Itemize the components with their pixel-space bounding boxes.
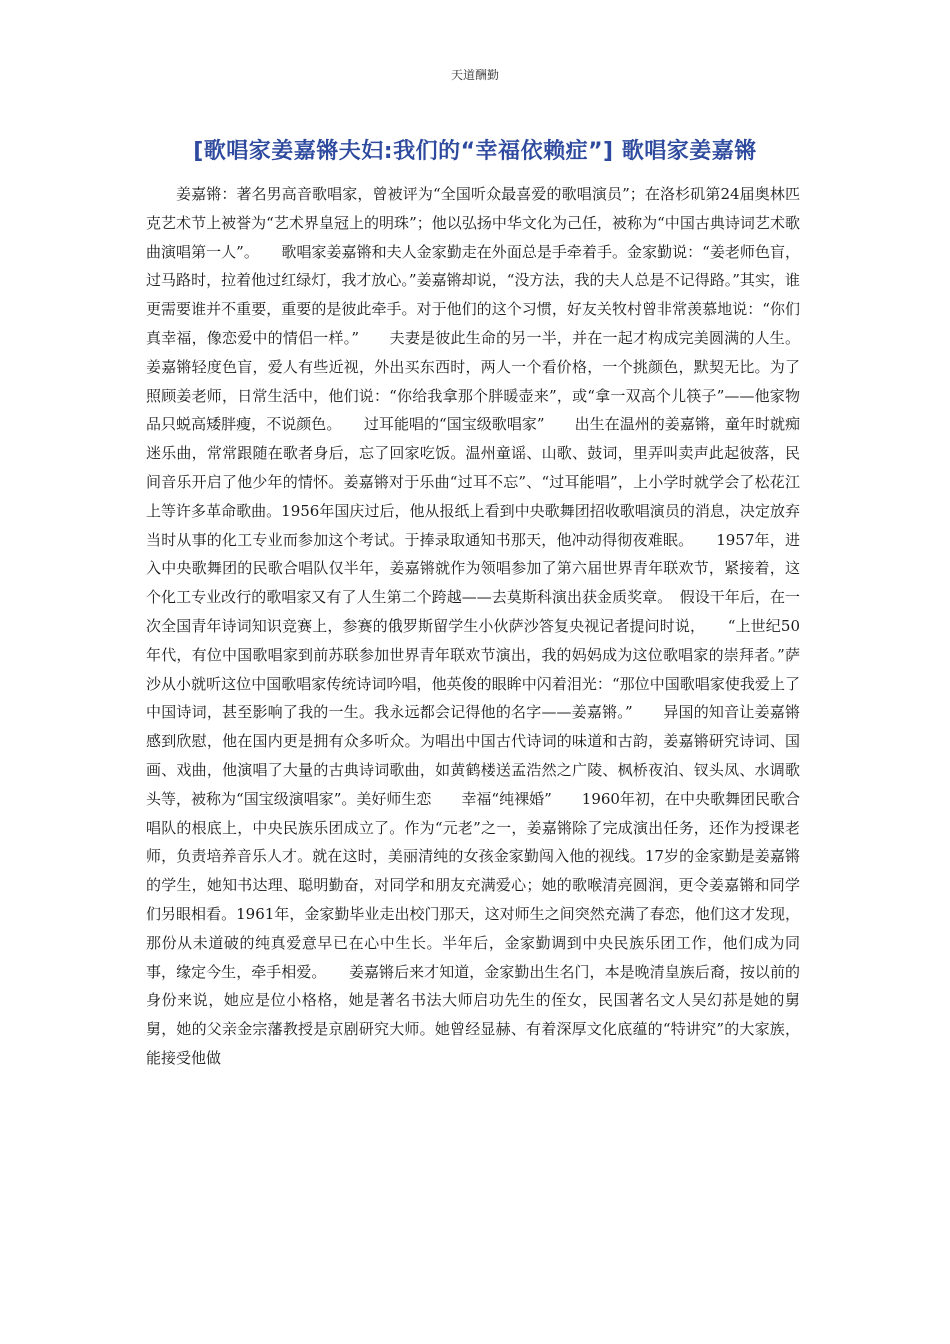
page-header: 天道酬勤 — [450, 68, 499, 82]
article-title: [歌唱家姜嘉锵夫妇:我们的“幸福依赖症”] 歌唱家姜嘉锵 — [193, 139, 757, 164]
article-body: 姜嘉锵：著名男高音歌唱家，曾被评为“全国听众最喜爱的歌唱演员”；在洛杉矶第24届奥林匹克艺术节上被誉为“艺术界皇冠上的明珠”；他以弘扬中华文化为己任，被称为“中国古典诗词艺术歌曲演唱第一人”。 歌唱家姜嘉锵和夫人金家勤走在外面总是手牵着手。金家勤说：“姜老师色盲，过马路时，拉着他过红绿灯，我才放心。”姜嘉锵却说，“没方法，我的夫人总是不记得路。”其实，谁更需要谁并不重要，重要的是彼此牵手。对于他们的这个习惯，好友关牧村曾非常羡慕地说：“你们真幸福，像恋爱中的情侣一样。” 夫妻是彼此生命的另一半，并在一起才构成完美圆满的人生。姜嘉锵轻度色盲，爱人有些近视，外出买东西时，两人一个看价格，一个挑颜色，默契无比。为了照顾姜老师，日常生活中，他们说：“你给我拿那个胖暖壶来”，或“拿一双高个儿筷子”——他家物品只蜕高矮胖瘦，不说颜色。 过耳能唱的“国宝级歌唱家” 出生在温州的姜嘉锵，童年时就痴迷乐曲，常常跟随在歌者身后，忘了回家吃饭。温州童谣、山歌、鼓词，里弄叫卖声此起彼落，民间音乐开启了他少年的情怀。姜嘉锵对于乐曲“过耳不忘”、“过耳能唱”，上小学时就学会了松花江上等许多革命歌曲。1956年国庆过后，他从报纸上看到中央歌舞团招收歌唱演员的消息，决定放弃当时从事的化工专业而参加这个考试。于捧录取通知书那天，他冲动得彻夜难眠。 1957年，进入中央歌舞团的民歌合唱队仅半年，姜嘉锵就作为领唱参加了第六届世界青年联欢节，紧接着，这个化工专业改行的歌唱家又有了人生第二个跨越——去莫斯科演出获金质奖章。 假设干年后，在一次全国青年诗词知识竞赛上，参赛的俄罗斯留学生小伙萨沙答复央视记者提问时说， “上世纪50年代，有位中国歌唱家到前苏联参加世界青年联欢节演出，我的妈妈成为这位歌唱家的崇拜者。”萨沙从小就听这位中国歌唱家传统诗词吟唱，他英俊的眼眸中闪着泪光：“那位中国歌唱家使我爱上了中国诗词，甚至影响了我的一生。我永远都会记得他的名字——姜嘉锵。” 异国的知音让姜嘉锵感到欣慰，他在国内更是拥有众多听众。为唱出中国古代诗词的味道和古韵，姜嘉锵研究诗词、国画、戏曲，他演唱了大量的古典诗词歌曲，如黄鹤楼送孟浩然之广陵、枫桥夜泊、钗头凤、水调歌头等，被称为“国宝级演唱家”。美好师生恋 幸福“纯裸婚” 1960年初，在中央歌舞团民歌合唱队的根底上，中央民族乐团成立了。作为“元老”之一，姜嘉锵除了完成演出任务，还作为授课老师，负责培养音乐人才。就在这时，美丽清纯的女孩金家勤闯入他的视线。17岁的金家勤是姜嘉锵的学生，她知书达理、聪明勤奋，对同学和朋友充满爱心；她的歌喉清亮圆润，更令姜嘉锵和同学们另眼相看。1961年，金家勤毕业走出校门那天，这对师生之间突然充满了春恋，他们这才发现，那份从未道破的纯真爱意早已在心中生长。半年后，金家勤调到中央民族乐团工作，他们成为同事，缘定今生，牵手相爱。 姜嘉锵后来才知道，金家勤出生名门，本是晚清皇族后裔，按以前的身份来说，她应是位小格格，她是著名书法大师启功先生的侄女，民国著名文人吴幻荪是她的舅舅，她的父亲金宗藩教授是京剧研究大师。她曾经显赫、有着深厚文化底蕴的“特讲究”的大家族，能接受他做 — [146, 185, 800, 1067]
